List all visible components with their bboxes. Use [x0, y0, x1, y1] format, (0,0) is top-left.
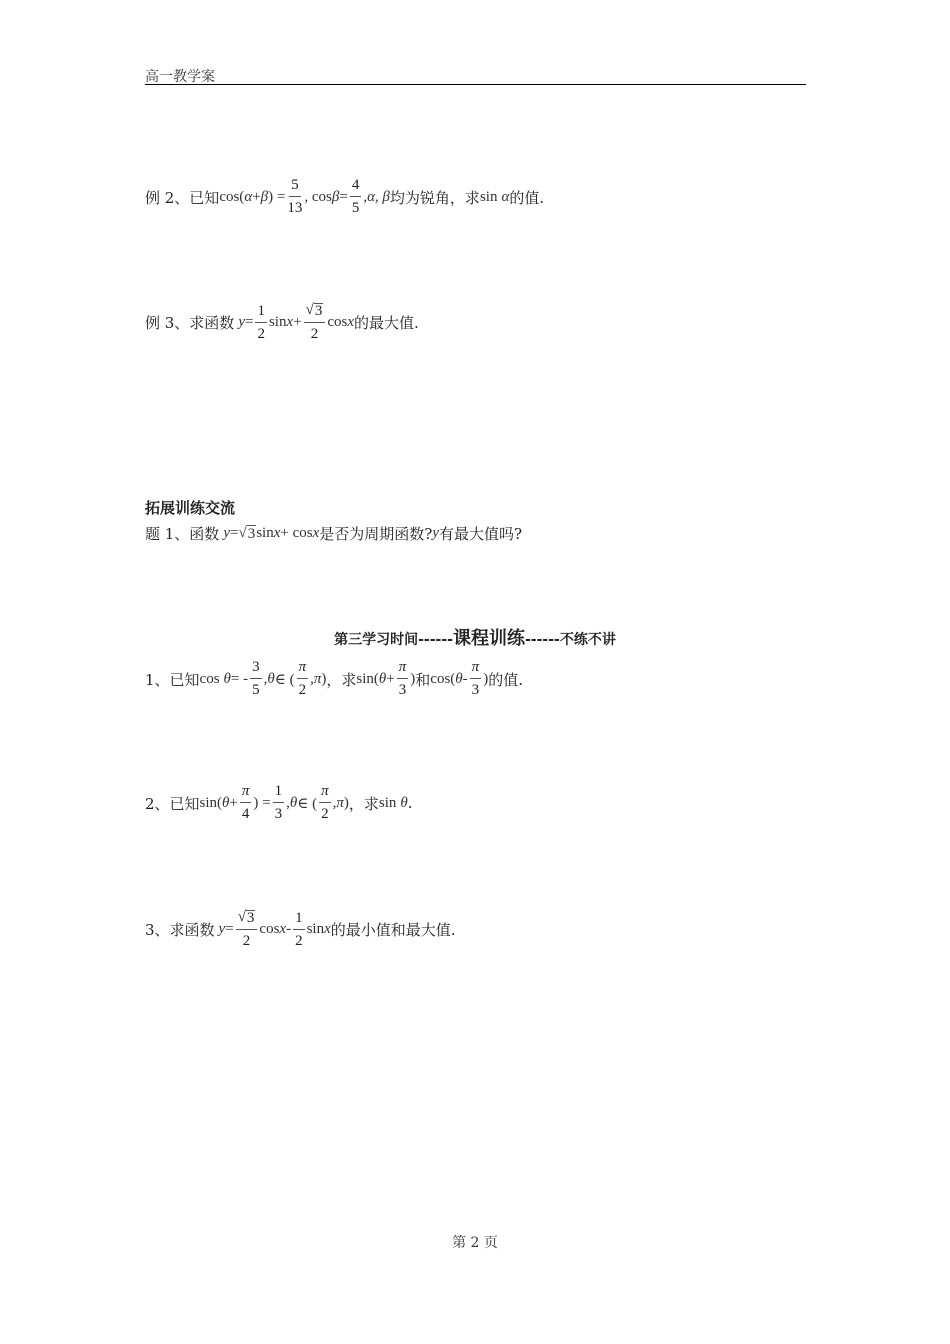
fraction-numerator: π — [397, 660, 409, 679]
fraction-denominator: 3 — [471, 682, 480, 698]
math-plus: + — [252, 188, 261, 205]
math-minus: - — [462, 670, 468, 687]
math-y: y — [238, 314, 245, 330]
fraction-denominator: 2 — [310, 326, 319, 342]
math-eq: = — [339, 188, 348, 205]
fraction-denominator: 5 — [252, 682, 260, 698]
math-theta-3: θ — [400, 794, 408, 811]
fraction-numerator: π — [297, 660, 309, 679]
math-x: x — [279, 921, 287, 937]
example-3-suffix: 的最大值. — [354, 314, 419, 332]
fraction-numerator: 5 — [289, 178, 301, 197]
title-dash-2: ------ — [525, 632, 560, 648]
fraction-4-5 — [350, 178, 362, 216]
math-comma: , — [363, 188, 368, 205]
math-cos: , cos — [304, 188, 332, 205]
fraction-denominator: 4 — [241, 806, 250, 822]
fraction-numerator: 1 — [293, 911, 305, 930]
math-theta: θ — [223, 670, 231, 687]
math-sin-open: sin( — [199, 794, 223, 811]
extension-text-2: 有最大值吗? — [438, 525, 523, 543]
fraction-denominator: 2 — [257, 325, 265, 342]
math-x-2: x — [347, 314, 355, 330]
math-comma-2: , — [332, 794, 337, 811]
math-y: y — [223, 525, 230, 541]
fraction-sqrt3-2 — [304, 303, 326, 342]
math-beta-2: β — [331, 188, 340, 205]
math-comma: , — [286, 794, 290, 811]
math-close-2: ) — [410, 670, 416, 687]
math-sin: sin — [378, 794, 397, 811]
question-1-text-1: ，求 — [326, 670, 357, 689]
math-plus: + — [229, 794, 238, 811]
math-in: ∈ ( — [274, 671, 295, 688]
fraction-numerator: π — [470, 660, 482, 679]
example-3-prefix: 例 3、求函数 — [145, 314, 235, 332]
math-eq-minus: = - — [230, 670, 249, 687]
fraction-1-3 — [273, 784, 285, 822]
math-eq: = — [229, 525, 239, 541]
question-1-prefix: 1、已知 — [145, 670, 200, 689]
sqrt-radicand: 3 — [314, 303, 323, 319]
fraction-3-5 — [250, 660, 262, 698]
math-close: ) — [321, 670, 327, 687]
math-alpha-3: α — [501, 188, 510, 205]
math-theta-2: θ — [267, 670, 275, 687]
sqrt-symbol: √ — [237, 909, 246, 925]
fraction-numerator: π — [240, 784, 252, 803]
math-cos: cos — [327, 314, 348, 330]
question-2 — [145, 784, 413, 822]
fraction-sqrt3-2 — [236, 910, 258, 949]
fraction-5-13 — [287, 178, 302, 216]
question-1-text-2: 和 — [415, 670, 431, 689]
math-minus: - — [286, 921, 292, 937]
extension-prefix: 题 1、函数 — [145, 525, 220, 543]
math-cos: cos — [259, 921, 280, 937]
math-cos-open: cos( — [219, 188, 245, 205]
math-beta: β — [260, 188, 269, 205]
math-plus: + — [293, 314, 302, 330]
fraction-1-2 — [255, 304, 267, 342]
math-alpha-beta: α, β — [367, 188, 390, 205]
fraction-denominator: 3 — [398, 682, 407, 698]
math-sin: sin — [268, 314, 287, 330]
math-close: ) — [343, 794, 349, 811]
math-x: x — [273, 525, 281, 541]
example-2-suffix: 的值. — [509, 188, 545, 207]
fraction-denominator: 2 — [242, 933, 251, 949]
math-theta-3: θ — [378, 670, 387, 687]
fraction-pi-2 — [297, 660, 309, 698]
math-x: x — [286, 314, 294, 330]
section-title-part-a: 第三学习时间 — [334, 632, 419, 648]
fraction-denominator: 5 — [351, 200, 360, 216]
section-title-extension: 拓展训练交流 — [145, 499, 236, 517]
math-sin: sin — [479, 188, 498, 205]
fraction-denominator: 13 — [287, 200, 303, 216]
question-2-prefix: 2、已知 — [145, 794, 200, 813]
example-3 — [145, 303, 419, 342]
math-y-2: y — [432, 525, 439, 541]
math-comma: , — [263, 670, 268, 687]
fraction-denominator: 2 — [321, 806, 329, 822]
math-pi: π — [336, 794, 344, 811]
math-in: ∈ ( — [297, 795, 318, 812]
example-2 — [145, 178, 544, 216]
math-sqrt — [238, 525, 256, 543]
sqrt-symbol: √ — [238, 524, 247, 541]
math-theta: θ — [222, 794, 230, 811]
sqrt-symbol: √ — [305, 302, 314, 318]
question-3-prefix: 3、求函数 — [145, 921, 215, 939]
math-eq: = — [244, 314, 254, 330]
fraction-pi-2 — [319, 784, 331, 822]
question-1-suffix: 的值. — [488, 670, 523, 689]
header-rule — [145, 84, 806, 85]
fraction-numerator: 3 — [250, 660, 262, 679]
section-title-part-b: 课程训练 — [453, 628, 525, 649]
fraction-1-2 — [293, 911, 305, 949]
question-2-suffix: . — [407, 794, 413, 812]
math-plus-cos: + cos — [280, 525, 313, 541]
math-close-3: ) — [483, 670, 489, 687]
math-eq: = — [225, 921, 234, 937]
fraction-pi-3 — [397, 660, 409, 698]
math-x-2: x — [324, 921, 331, 937]
question-3 — [145, 910, 456, 949]
math-comma-2: , — [310, 670, 314, 687]
extension-question-1 — [145, 523, 522, 544]
example-2-prefix: 例 2、已知 — [145, 188, 220, 207]
fraction-numerator — [236, 910, 258, 930]
math-cos-open: cos( — [430, 670, 456, 687]
fraction-numerator: π — [319, 784, 331, 803]
math-close-eq: ) = — [253, 794, 271, 811]
fraction-denominator: 2 — [295, 932, 303, 949]
fraction-numerator: 1 — [255, 304, 267, 323]
math-plus: + — [386, 670, 395, 687]
fraction-pi-3-b — [470, 660, 482, 698]
fraction-denominator: 2 — [298, 682, 307, 698]
extension-text-1: 是否为周期函数? — [319, 525, 433, 543]
math-alpha: α — [244, 188, 253, 205]
page-number: 第 2 页 — [452, 1235, 498, 1251]
section-title-practice — [0, 624, 950, 650]
fraction-denominator: 3 — [274, 806, 283, 822]
fraction-numerator — [304, 303, 326, 323]
math-x-2: x — [312, 525, 320, 541]
math-y: y — [218, 921, 226, 937]
fraction-pi-4 — [240, 784, 252, 822]
fraction-numerator: 1 — [273, 784, 285, 803]
math-theta-2: θ — [289, 794, 298, 811]
question-3-suffix: 的最小值和最大值. — [330, 921, 456, 939]
math-cos: cos — [199, 670, 220, 687]
question-2-text: ，求 — [348, 794, 379, 813]
title-dash-1: ------ — [418, 632, 453, 648]
page-header: 高一教学案 — [145, 69, 215, 85]
math-pi: π — [313, 670, 322, 687]
sqrt-radicand: 3 — [246, 910, 255, 926]
math-sin-open: sin( — [356, 670, 379, 687]
fraction-numerator: 4 — [350, 178, 362, 197]
section-title-part-c: 不练不讲 — [559, 632, 616, 648]
math-close-eq: ) = — [268, 188, 286, 205]
math-sin: sin — [256, 525, 274, 541]
question-1 — [145, 660, 523, 698]
example-2-text: 均为锐角，求 — [389, 188, 480, 207]
math-sin: sin — [306, 921, 325, 937]
sqrt-radicand: 3 — [247, 525, 256, 542]
math-theta-4: θ — [455, 670, 463, 687]
